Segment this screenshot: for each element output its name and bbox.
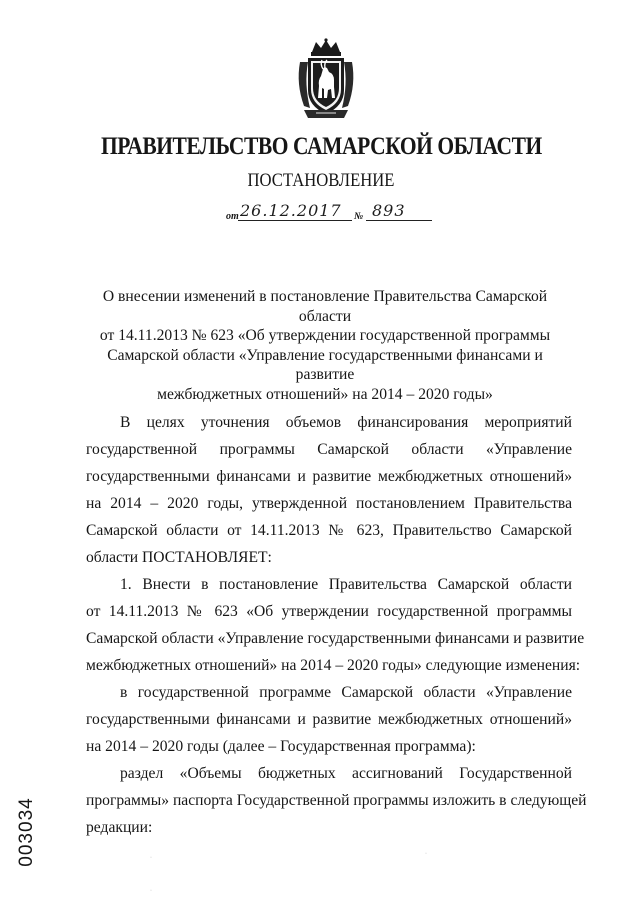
body-line: от 14.11.2013 № 623 «Об утверждении государственной программы (86, 603, 572, 620)
date-number-line (226, 200, 436, 228)
date-prefix: от (226, 211, 239, 222)
body-line: Самарской области от 14.11.2013 № 623, Правительство Самарской (86, 522, 572, 539)
body-line: раздел «Объемы бюджетных ассигнований Государственной (120, 765, 572, 782)
handwritten-date: 26.12.2017 (240, 201, 342, 220)
subject-line: от 14.11.2013 № 623 «Об утверждении государственной программы (99, 327, 551, 345)
body-line: государственной программы Самарской области «Управление (86, 441, 572, 458)
government-title: ПРАВИТЕЛЬСТВО САМАРСКОЙ ОБЛАСТИ (100, 133, 542, 160)
body-line: редакции: (86, 819, 153, 836)
date-underline (238, 220, 352, 221)
subject-line: Самарской области «Управление государственными финансами и развитие (107, 346, 543, 384)
document-subject (78, 287, 572, 405)
body-line: межбюджетных отношений» на 2014 – 2020 годы» следующие изменения: (86, 657, 581, 674)
document-body (86, 413, 587, 845)
document-type: ПОСТАНОВЛЕНИЕ (247, 171, 395, 191)
body-line: Самарской области «Управление государственными финансами и развитие (86, 630, 585, 647)
body-line: программы» паспорта Государственной программы изложить в следующей (86, 792, 587, 809)
body-line: на 2014 – 2020 годы, утвержденной постановлением Правительства (86, 495, 572, 512)
body-line: 1. Внести в постановление Правительства Самарской области (120, 576, 572, 593)
number-underline (366, 220, 432, 221)
subject-line: О внесении изменений в постановление Правительства Самарской области (102, 288, 548, 325)
coat-of-arms-icon (294, 38, 358, 120)
body-line: государственными финансами и развитие межбюджетных отношений» (86, 468, 572, 485)
body-line: на 2014 – 2020 годы (далее – Государственная программа): (86, 738, 476, 755)
body-line: государственными финансами и развитие межбюджетных отношений» (86, 711, 572, 728)
scan-mark: · (425, 851, 427, 857)
body-line: в государственной программе Самарской области «Управление (120, 684, 572, 701)
scan-mark: · (150, 888, 152, 894)
handwritten-number: 893 (372, 201, 406, 220)
body-line: В целях уточнения объемов финансирования мероприятий (120, 414, 572, 431)
number-prefix: № (354, 211, 364, 222)
side-registration-number: 003034 (16, 797, 37, 867)
scan-mark: · (150, 855, 152, 861)
body-line: области ПОСТАНОВЛЯЕТ: (86, 549, 272, 566)
subject-line: межбюджетных отношений» на 2014 – 2020 годы» (157, 385, 493, 403)
